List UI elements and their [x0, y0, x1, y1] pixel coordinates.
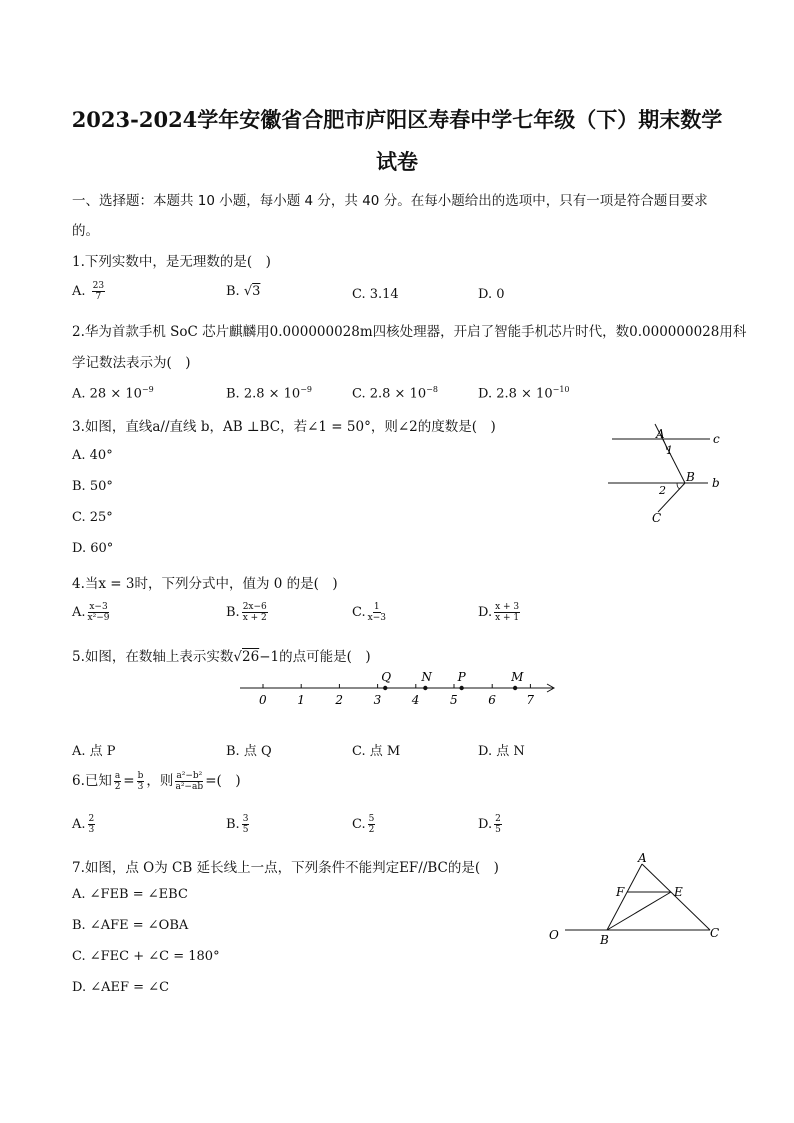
q3-option-a[interactable]: A. 40° [72, 448, 113, 463]
q3-option-c[interactable]: C. 25° [72, 510, 113, 525]
q6-option-a[interactable]: A. $\frac{2}{3}$ [72, 814, 95, 835]
q6-option-d[interactable]: D. $\frac{2}{5}$ [478, 814, 501, 835]
q5-option-a[interactable]: A. 点 P [72, 744, 116, 759]
q4-a-fraction: $\frac{x-3}{\text{x²−9}}$ [87, 602, 110, 623]
q7-option-a[interactable]: A. ∠FEB = ∠EBC [72, 887, 188, 902]
q6-stem: 6.已知 $\frac{a}{2}$ = $\frac{b}{3}$ ，则 $\frac{\text{a²−b²}}{\text{a²−ab}}$ =( ) [72, 771, 241, 792]
number-line-point-label: N [421, 670, 432, 684]
q5-stem: 5.如图，在数轴上表示实数√26−1的点可能是( ) [72, 649, 371, 665]
q7-stem: 7.如图，点 O为 CB 延长线上一点，下列条件不能判定EF//BC的是( ) [72, 860, 499, 876]
label-A: A [656, 427, 665, 441]
q6-option-c[interactable]: C. $\frac{5}{2}$ [352, 814, 375, 835]
q6-fraction-expression: $\frac{\text{a²−b²}}{\text{a²−ab}}$ [175, 771, 204, 792]
q1-option-b[interactable]: B. √3 [226, 284, 261, 299]
label-B: B [600, 933, 609, 947]
q4-c-fraction: $\frac{1}{x-3}$ [367, 602, 386, 623]
q1-option-c[interactable]: C. 3.14 [352, 287, 399, 302]
q2-option-a[interactable]: A. $28 \times 10^{-9}$ [72, 385, 154, 402]
q1-option-a[interactable] [72, 281, 107, 302]
number-line-point [423, 686, 427, 690]
q3-parallel-lines-figure [600, 412, 740, 532]
q5-option-b[interactable]: B. 点 Q [226, 744, 272, 759]
label-A: A [638, 852, 647, 865]
label-F: F [616, 885, 625, 899]
q1-stem: 1.下列实数中，是无理数的是( ) [72, 254, 271, 270]
label-line-c: c [713, 432, 720, 446]
label-O: O [549, 928, 559, 942]
number-line-tick-label: 4 [411, 693, 420, 707]
label-line-b: b [712, 476, 720, 490]
q7-option-c[interactable]: C. ∠FEC + ∠C = 180° [72, 949, 220, 964]
q4-option-a[interactable]: A. $\frac{x-3}{\text{x²−9}}$ [72, 602, 110, 623]
q6-fraction-a-over-2: $\frac{a}{2}$ [114, 771, 121, 792]
section-header-line2: 的。 [72, 223, 99, 239]
page-title-line1: 2023-2024学年安徽省合肥市庐阳区寿春中学七年级（下）期末数学 [71, 107, 723, 132]
q1-option-d[interactable]: D. 0 [478, 287, 505, 302]
number-line-point [383, 686, 387, 690]
q1-a-fraction: $\frac{23}{7}$ [92, 281, 105, 302]
q6-fraction-b-over-3: $\frac{b}{3}$ [137, 771, 144, 792]
number-line-point-label: M [511, 670, 524, 684]
number-line-point [459, 686, 463, 690]
number-line-tick-label: 6 [488, 693, 496, 707]
sqrt-icon: √ [233, 649, 242, 665]
section-header-line1: 一、选择题：本题共 10 小题，每小题 4 分，共 40 分。在每小题给出的选项中，只有一项是符合题目要求 [72, 193, 708, 209]
q2-option-d[interactable]: D. $2.8 \times 10^{-10}$ [478, 385, 570, 402]
q5-option-d[interactable]: D. 点 N [478, 744, 525, 759]
q4-stem: 4.当x = 3时，下列分式中，值为 0 的是( ) [72, 576, 338, 592]
q7-option-b[interactable]: B. ∠AFE = ∠OBA [72, 918, 189, 933]
sqrt-icon: √ [243, 284, 253, 299]
q5-option-c[interactable]: C. 点 M [352, 744, 401, 759]
number-line-tick-label: 5 [450, 693, 458, 707]
q1-a-label: A. [72, 284, 86, 299]
q7-triangle-figure [540, 852, 730, 952]
label-C: C [710, 926, 720, 940]
q3-option-b[interactable]: B. 50° [72, 479, 113, 494]
label-C: C [652, 511, 662, 525]
number-line-tick-label: 1 [297, 693, 305, 707]
number-line-tick-label: 0 [259, 693, 267, 707]
q2-option-b[interactable]: B. $2.8 \times 10^{-9}$ [226, 385, 312, 402]
number-line-point-label: Q [381, 670, 392, 684]
label-angle-1: 1 [666, 444, 673, 457]
number-line-tick-label: 3 [373, 693, 382, 707]
number-line-point-label: P [457, 670, 466, 684]
label-E: E [674, 885, 683, 899]
q5-number-line [235, 668, 560, 712]
q7-option-d[interactable]: D. ∠AEF = ∠C [72, 980, 170, 995]
number-line-tick-label: 7 [526, 693, 535, 707]
q2-stem-line1: 2.华为首款手机 SoC 芯片麒麟用0.000000028m四核处理器，开启了智能手机芯片时代，数0.000000028用科 [72, 324, 747, 340]
q2-stem-line2: 学记数法表示为( ) [72, 355, 191, 371]
q4-option-b[interactable]: B. $\frac{2x-6}{x + 2}$ [226, 602, 267, 623]
q4-d-fraction: $\frac{x + 3}{x + 1}$ [495, 602, 520, 623]
q4-b-fraction: $\frac{2x-6}{x + 2}$ [242, 602, 267, 623]
number-line-tick-label: 2 [335, 693, 344, 707]
q4-option-d[interactable]: D. $\frac{x + 3}{x + 1}$ [478, 602, 520, 623]
label-B: B [686, 470, 695, 484]
q4-option-c[interactable]: C. $\frac{1}{x-3}$ [352, 602, 386, 623]
number-line-point [513, 686, 517, 690]
page-title-line2: 试卷 [376, 149, 418, 174]
q2-option-c[interactable]: C. $2.8 \times 10^{-8}$ [352, 385, 438, 402]
label-angle-2: 2 [659, 484, 666, 497]
q3-option-d[interactable]: D. 60° [72, 541, 114, 556]
q3-stem: 3.如图，直线a//直线 b，AB ⊥BC，若∠1 = 50°，则∠2的度数是( ) [72, 419, 496, 435]
q6-option-b[interactable]: B. $\frac{3}{5}$ [226, 814, 249, 835]
